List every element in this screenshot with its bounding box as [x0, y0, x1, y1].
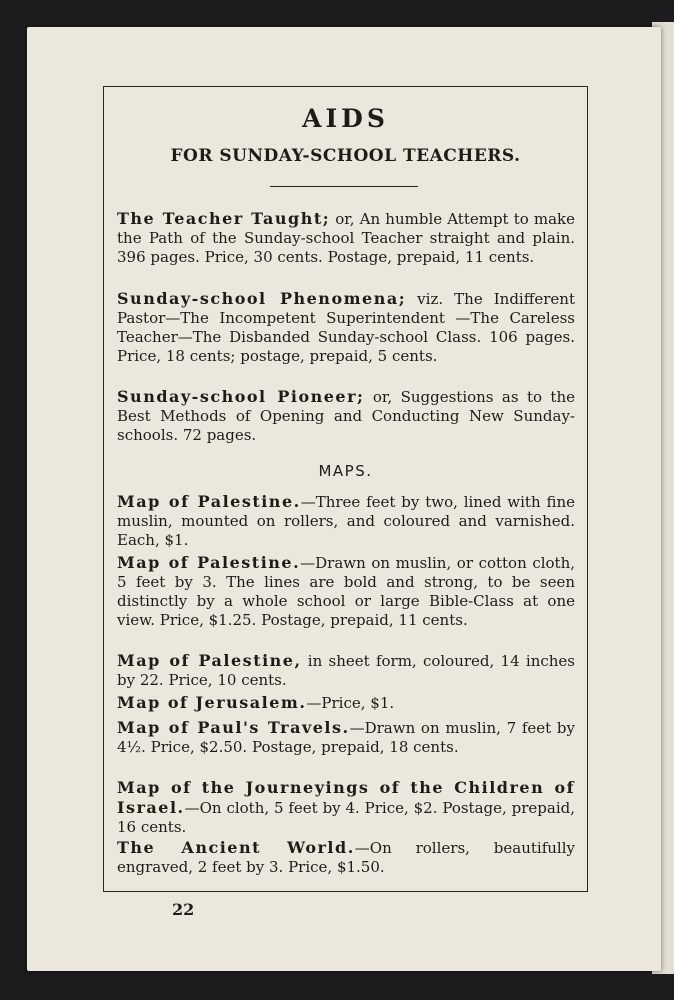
entry-lead: Map of Jerusalem.	[117, 693, 307, 712]
map-entry	[117, 492, 575, 550]
entry-lead: Map of Palestine.	[117, 553, 301, 572]
entry-lead: Map of Palestine.	[117, 492, 301, 511]
map-entry	[117, 838, 575, 877]
entry-lead: Sunday-school Phenomena;	[117, 289, 407, 308]
entry-sunday-school-pioneer	[117, 387, 575, 445]
page-subtitle: FOR SUNDAY-SCHOOL TEACHERS.	[170, 146, 521, 166]
entry-lead: Sunday-school Pioneer;	[117, 387, 365, 406]
entry-text: —Price, $1.	[306, 694, 395, 712]
page-border-frame	[103, 86, 588, 892]
map-entry	[117, 718, 575, 757]
page-number: 22	[172, 900, 195, 919]
map-entry	[117, 693, 575, 713]
entry-text: —Drawn on muslin, 7 feet by 4½. Price, $2.50. Postage, prepaid, 18 cents.	[117, 719, 575, 756]
page-title: AIDS	[302, 104, 389, 133]
entry-text: or, An humble Attempt to make the Path of the Sunday-school Teacher straight and plain. 396 pages. Price, 30 cents. Postage, prepaid, 11 cents.	[117, 210, 575, 266]
entry-sunday-school-phenomena	[117, 289, 575, 366]
entry-lead: The Ancient World.	[117, 838, 355, 857]
entry-text: —Drawn on muslin, or cotton cloth, 5 feet by 3. The lines are bold and strong, to be seen distinctly by a whole school or large Bible-Class at one view. Price, $1.25. Postage, prepaid, 11 cents.	[117, 554, 576, 629]
entry-text: or, Suggestions as to the Best Methods of Opening and Conducting New Sunday-schools. 72 pages.	[117, 388, 575, 444]
entry-lead: Map of the Journeyings of the Children of Israel.	[117, 778, 575, 817]
maps-heading: MAPS.	[318, 462, 373, 480]
entry-text: in sheet form, coloured, 14 inches by 22. Price, 10 cents.	[117, 652, 575, 689]
entry-lead: The Teacher Taught;	[117, 209, 331, 228]
entry-text: —On rollers, beautifully engraved, 2 feet by 3. Price, $1.50.	[117, 839, 575, 876]
entry-lead: Map of Paul's Travels.	[117, 718, 350, 737]
entry-text: —On cloth, 5 feet by 4. Price, $2. Postage, prepaid, 16 cents.	[117, 799, 575, 836]
map-entry	[117, 651, 575, 690]
entry-lead: Map of Palestine,	[117, 651, 302, 670]
entry-teacher-taught	[117, 209, 575, 267]
map-entry	[117, 778, 575, 837]
entry-text: viz. The Indifferent Pastor—The Incompetent Superintendent —The Careless Teacher—The Disbanded Sunday-school Class. 106 pages. Price, 18 cents; postage, prepaid, 5 cents.	[117, 290, 575, 365]
map-entry	[117, 553, 575, 630]
title-rule	[270, 186, 418, 187]
entry-text: —Three feet by two, lined with fine muslin, mounted on rollers, and coloured and varnished. Each, $1.	[117, 493, 575, 549]
